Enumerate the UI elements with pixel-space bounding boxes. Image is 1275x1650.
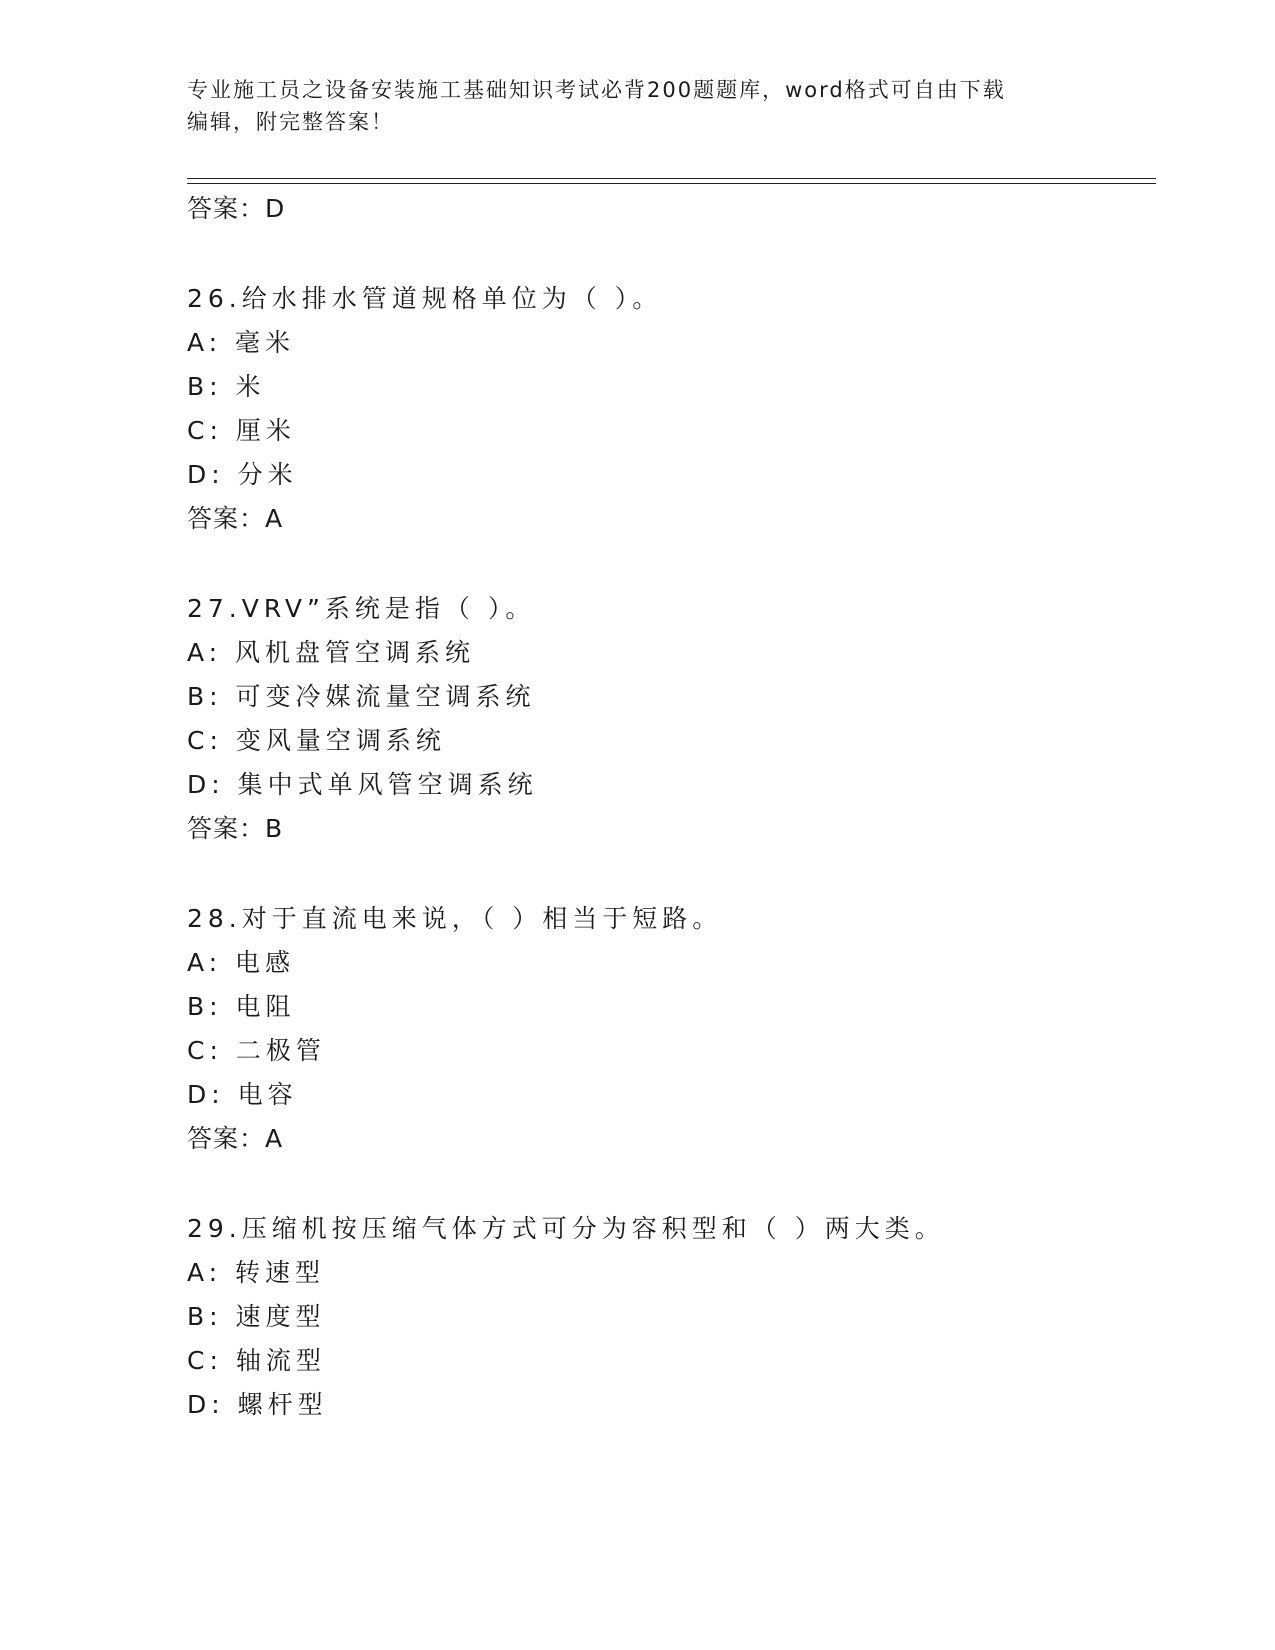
question-27-option-c: C: 变风量空调系统: [187, 726, 446, 755]
header-line-1: 专业施工员之设备安装施工基础知识考试必背200题题库，word格式可自由下载: [187, 78, 1006, 102]
question-26-stem: 26.给水排水管道规格单位为（ ）。: [187, 284, 663, 313]
header-divider-bottom: [187, 183, 1156, 184]
document-header: [187, 74, 1067, 138]
header-line-2: 编辑，附完整答案！: [187, 110, 394, 134]
question-27-answer: 答案：B: [187, 814, 284, 843]
question-28-option-c: C: 二极管: [187, 1036, 326, 1065]
question-28-option-b: B: 电阻: [187, 992, 296, 1021]
question-27-option-a: A: 风机盘管空调系统: [187, 638, 476, 667]
question-27-option-d: D: 集中式单风管空调系统: [187, 770, 538, 799]
question-29-stem: 29.压缩机按压缩气体方式可分为容积型和（ ）两大类。: [187, 1214, 945, 1243]
question-28-stem: 28.对于直流电来说，（ ）相当于短路。: [187, 904, 723, 933]
question-28-option-a: A: 电感: [187, 948, 296, 977]
question-26-answer: 答案：A: [187, 504, 284, 533]
question-26-option-b: B: 米: [187, 372, 266, 401]
question-29-option-c: C: 轴流型: [187, 1346, 326, 1375]
question-27-option-b: B: 可变冷媒流量空调系统: [187, 682, 536, 711]
question-26-option-d: D: 分米: [187, 460, 298, 489]
question-29-option-b: B: 速度型: [187, 1302, 326, 1331]
question-27-stem: 27.VRV”系统是指（ ）。: [187, 594, 536, 623]
question-28-option-d: D: 电容: [187, 1080, 298, 1109]
question-29-option-a: A: 转速型: [187, 1258, 326, 1287]
question-26-option-c: C: 厘米: [187, 416, 296, 445]
previous-answer: 答案：D: [187, 194, 286, 223]
question-26-option-a: A: 毫米: [187, 328, 296, 357]
header-divider-top: [187, 178, 1156, 179]
question-28-answer: 答案：A: [187, 1124, 284, 1153]
question-29-option-d: D: 螺杆型: [187, 1390, 328, 1419]
